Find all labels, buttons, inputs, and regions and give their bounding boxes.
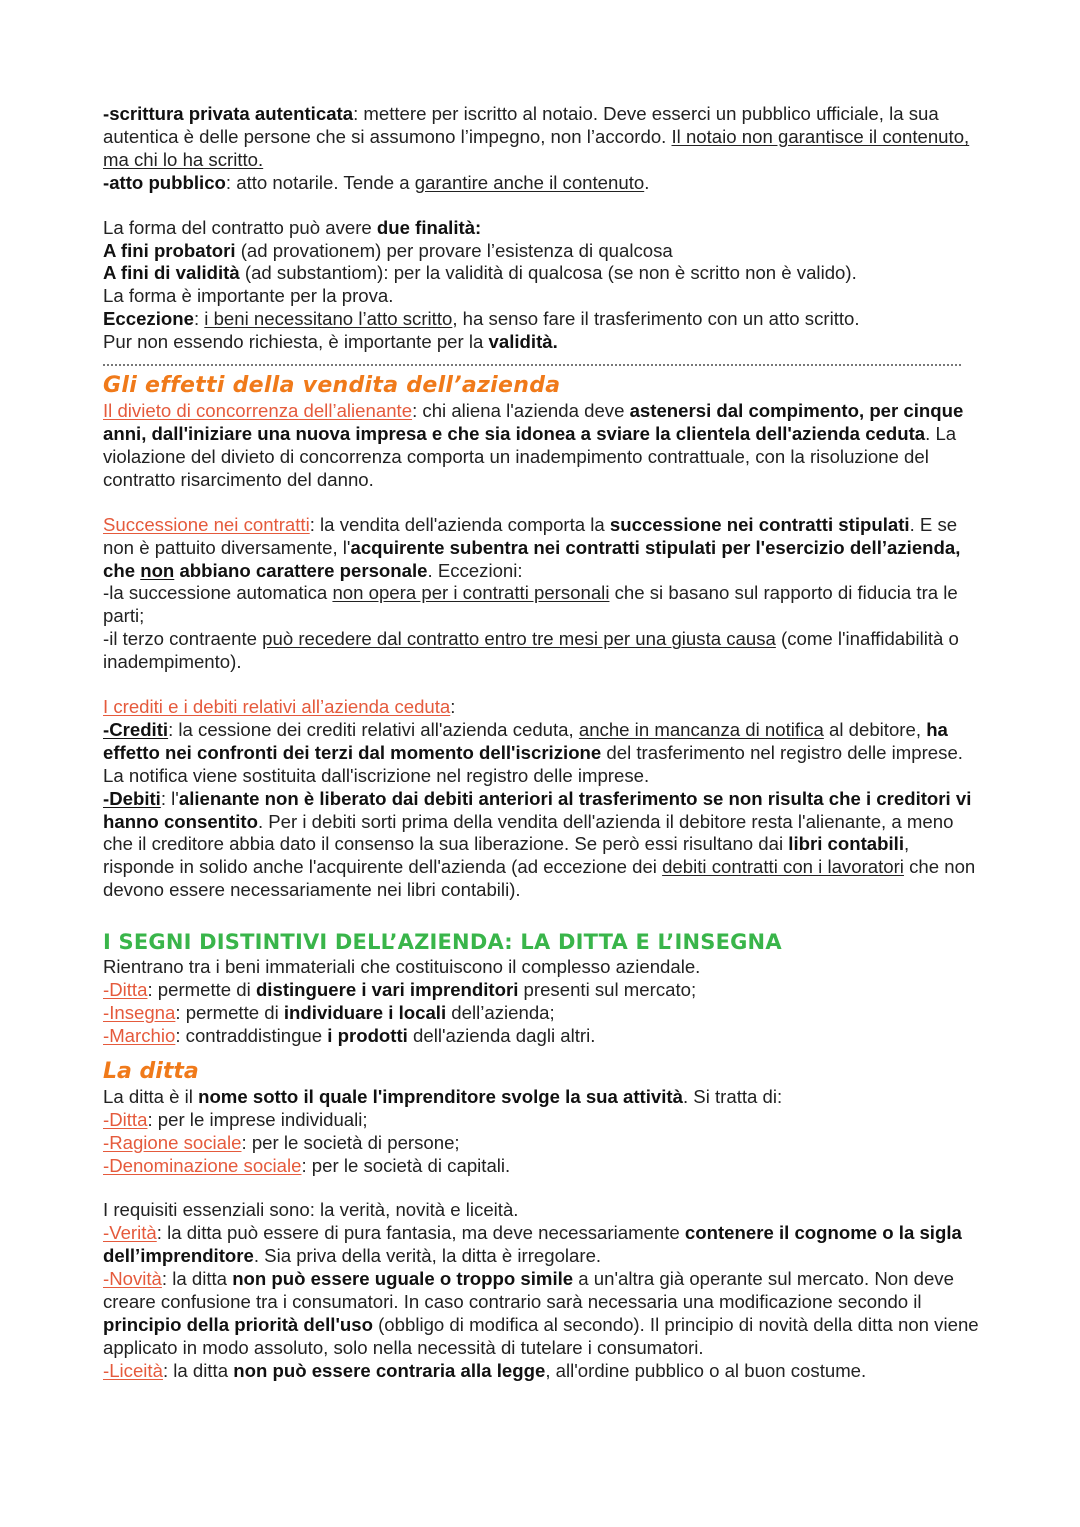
paragraph-segni-intro: Rientrano tra i beni immateriali che costituiscono il complesso aziendale. (103, 956, 701, 978)
spacer (103, 1177, 983, 1199)
paragraph-crediti-debiti-title (103, 696, 983, 719)
text: a un'altra già operante sul mercato. Non deve creare confusione tra i consumatori. In caso contrario sarà necessaria una modificazione secondo il (103, 1268, 954, 1313)
paragraph-segni-insegna (103, 1002, 983, 1025)
underlined-text: anche in mancanza di notifica (578, 718, 824, 740)
bold-text: ha effetto nei confronti dei terzi dal momento dell'iscrizione (103, 718, 948, 763)
spacer (103, 674, 983, 696)
red-term: -Insegna (103, 1002, 176, 1023)
underlined-text: i beni necessitano l’atto scritto (204, 308, 453, 330)
text: La ditta è il (103, 1085, 199, 1107)
text: . La violazione del divieto di concorrenza comporta un inadempimento contrattuale, con la risoluzione del contratto risarcimento del danno. (103, 422, 957, 490)
paragraph-fini-validita (103, 262, 983, 285)
paragraph-eccezione-1 (103, 582, 983, 628)
red-term: -Ditta (103, 979, 148, 1001)
text: , all'ordine pubblico o al buon costume. (545, 1359, 867, 1381)
red-term: Successione nei contratti (103, 513, 310, 535)
paragraph-forma-prova: La forma è importante per la prova. (103, 285, 394, 307)
underlined-text: non opera per i contratti personali (332, 582, 610, 604)
text: : atto notarile. Tende a (225, 171, 415, 193)
spacer (103, 902, 983, 920)
text: del trasferimento nel registro delle imprese. La notifica viene sostituita dall'iscrizione nel registro delle imprese. (103, 741, 963, 786)
red-term: -Verità (103, 1222, 157, 1244)
paragraph-pur-non-essendo (103, 331, 983, 354)
bold-text: A fini probatori (103, 239, 236, 261)
text: (ad substantiom): per la validità di qualcosa (se non è scritto non è valido). (239, 262, 857, 284)
paragraph-requisiti-intro: I requisiti essenziali sono: la verità, novità e liceità. (103, 1199, 519, 1221)
text: : permette di (175, 1002, 284, 1023)
text: : (450, 696, 456, 718)
dotted-divider (103, 356, 961, 366)
red-term: -Ragione sociale (103, 1131, 242, 1153)
text: : la vendita dell'azienda comporta la (309, 513, 610, 535)
red-term: -Liceità (103, 1359, 163, 1381)
text: -il terzo contraente (103, 628, 263, 650)
term-crediti: -Crediti (103, 718, 169, 740)
text: Pur non essendo richiesta, è importante per la (103, 331, 489, 353)
text: : mettere per iscritto al notaio. Deve esserci un pubblico ufficiale, la sua autentica è delle persone che si assumono l’impegno, non l’accordo. (103, 103, 939, 147)
red-term: I crediti e i debiti relativi all’azienda ceduta (103, 696, 451, 718)
red-term: -Ditta (103, 1108, 148, 1130)
text: : per le società di persone; (241, 1131, 460, 1153)
text: : (193, 308, 205, 330)
paragraph-debiti (103, 788, 983, 903)
text: (come l'inaffidabilità o inadempimento). (103, 628, 959, 673)
text: al debitore, (823, 718, 927, 740)
text: : chi aliena l'azienda deve (412, 400, 630, 422)
paragraph-segni-ditta (103, 979, 983, 1002)
document-page (103, 103, 983, 1383)
text: , risponde in solido anche l'acquirente dell'azienda (ad eccezione dei (103, 833, 910, 878)
paragraph-liceita (103, 1360, 983, 1383)
text: dell'azienda dagli altri. (407, 1024, 596, 1046)
text: presenti sul mercato; (518, 979, 697, 1001)
text: : l' (160, 787, 179, 809)
heading-la-ditta: La ditta (103, 1058, 199, 1084)
text: : la cessione dei crediti relativi all'azienda ceduta, (168, 718, 579, 740)
paragraph-novita (103, 1268, 983, 1360)
bold-text: non può essere uguale o troppo simile (232, 1268, 574, 1290)
red-term: -Denominazione sociale (103, 1154, 302, 1176)
paragraph-divieto-concorrenza (103, 400, 983, 492)
text: , ha senso fare il trasferimento con un atto scritto. (452, 308, 860, 330)
bold-text: contenere il cognome o la sigla dell’imprenditore (103, 1222, 962, 1267)
bold-text: validità. (488, 331, 558, 353)
paragraph-ditta-definizione (103, 1086, 983, 1109)
text: (obbligo di modifica al secondo). Il principio di novità della ditta non viene applicato in modo assoluto, solo nella necessità di tutelare i consumatori. (103, 1313, 979, 1358)
underlined-text: non (140, 559, 175, 581)
text: . Si tratta di: (682, 1085, 783, 1107)
text: : permette di (147, 979, 256, 1001)
paragraph-verita (103, 1222, 983, 1268)
bold-text: acquirente subentra nei contratti stipulati per l'esercizio dell’azienda, che (103, 536, 961, 581)
bold-text: astenersi dal compimento, per cinque anni, dall'iniziare una nuova impresa e che sia idonea a sviare la clientela dell'azienda ceduta (103, 400, 964, 444)
text: : per le imprese individuali; (147, 1108, 368, 1130)
paragraph-scrittura-privata (103, 103, 983, 172)
underlined-text: debiti contratti con i lavoratori (662, 856, 904, 878)
bold-text: successione nei contratti stipulati (609, 513, 910, 535)
bold-text: principio della priorità dell'uso (103, 1313, 373, 1335)
text: . Per i debiti sorti prima della vendita dell'azienda il debitore resta l'alienante, a meno che il creditore abbia dato il consenso la sua liberazione. Se però essi risultano dai (103, 810, 954, 855)
bold-text: Eccezione (103, 308, 194, 330)
text: : per le società di capitali. (301, 1154, 511, 1176)
underlined-text: Il notaio non garantisce il contenuto, ma chi lo ha scritto. (103, 125, 970, 170)
bold-text: abbiano carattere personale (174, 559, 428, 581)
paragraph-atto-pubblico (103, 172, 983, 195)
heading-effetti-vendita: Gli effetti della vendita dell’azienda (103, 373, 561, 399)
paragraph-forma-intro (103, 217, 983, 240)
paragraph-denominazione-sociale (103, 1155, 983, 1178)
spacer (103, 492, 983, 514)
text: : la ditta (162, 1359, 234, 1381)
paragraph-crediti (103, 719, 983, 788)
underlined-text: può recedere dal contratto entro tre mesi per una giusta causa (262, 628, 776, 650)
text: . E se non è pattuito diversamente, l' (103, 513, 958, 558)
paragraph-eccezione (103, 308, 983, 331)
text: : la ditta (161, 1268, 233, 1290)
text: -la successione automatica (103, 582, 333, 604)
bold-text: individuare i locali (283, 1002, 447, 1023)
bold-text: nome sotto il quale l'imprenditore svolge la sua attività (198, 1085, 683, 1107)
bold-text: distinguere i vari imprenditori (255, 979, 519, 1001)
underlined-text: garantire anche il contenuto (414, 171, 645, 193)
term-atto-pubblico: -atto pubblico (103, 171, 226, 193)
red-term: -Novità (103, 1268, 162, 1290)
red-term: Il divieto di concorrenza dell’alienante (103, 400, 413, 422)
text: : la ditta può essere di pura fantasia, ma deve necessariamente (156, 1222, 685, 1244)
text: . (644, 171, 650, 193)
text: dell’azienda; (446, 1002, 555, 1023)
text: (ad provationem) per provare l’esistenza di qualcosa (235, 239, 673, 261)
paragraph-eccezione-2 (103, 628, 983, 674)
bold-text: alienante non è liberato dai debiti anteriori al trasferimento se non risulta che i creditori vi hanno consentito (103, 787, 972, 832)
bold-text: libri contabili (788, 833, 904, 855)
term-scrittura-privata: -scrittura privata autenticata (103, 103, 354, 124)
bold-text: A fini di validità (103, 262, 240, 284)
red-term: -Marchio (103, 1024, 176, 1046)
text: : contraddistingue (175, 1024, 328, 1046)
paragraph-successione-contratti (103, 514, 983, 583)
text: . Sia priva della verità, la ditta è irregolare. (253, 1245, 602, 1267)
text: che non devono essere necessariamente nei libri contabili). (103, 856, 976, 901)
text: che si basano sul rapporto di fiducia tra le parti; (103, 582, 958, 627)
paragraph-segni-marchio (103, 1025, 983, 1048)
bold-text: non può essere contraria alla legge (233, 1359, 546, 1381)
text: . Eccezioni: (427, 559, 523, 581)
bold-text: due finalità: (376, 216, 482, 238)
paragraph-ragione-sociale (103, 1132, 983, 1155)
paragraph-ditta-individuali (103, 1109, 983, 1132)
paragraph-fini-probatori (103, 240, 983, 263)
term-debiti: -Debiti (103, 787, 161, 809)
bold-text: i prodotti (327, 1024, 408, 1046)
text: La forma del contratto può avere (103, 216, 377, 238)
heading-segni-distintivi: I SEGNI DISTINTIVI DELL’AZIENDA: LA DITTA E L’INSEGNA (103, 930, 782, 955)
spacer (103, 195, 983, 217)
